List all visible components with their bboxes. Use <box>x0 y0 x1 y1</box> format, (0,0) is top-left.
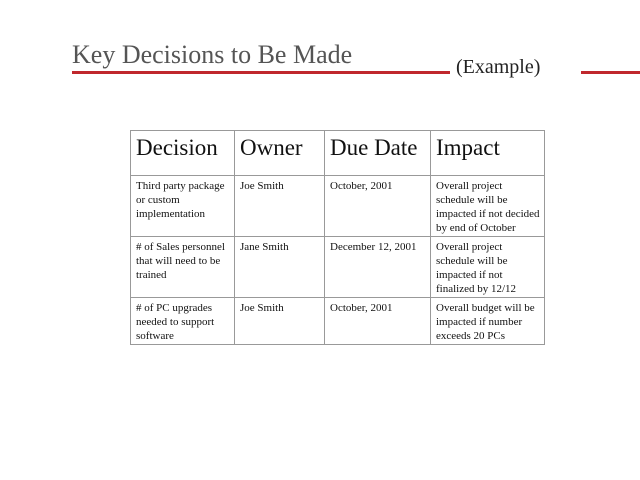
cell-impact: Overall project schedule will be impacted if not finalized by 12/12 <box>431 237 545 298</box>
cell-due-date: October, 2001 <box>325 176 431 237</box>
cell-decision: Third party package or custom implementation <box>131 176 235 237</box>
slide-subtitle: (Example) <box>456 56 541 78</box>
cell-decision: # of Sales personnel that will need to be trained <box>131 237 235 298</box>
header-due-date: Due Date <box>325 131 431 176</box>
table-header-row <box>131 131 545 176</box>
cell-owner: Joe Smith <box>235 298 325 345</box>
decisions-table <box>130 130 545 345</box>
header-owner: Owner <box>235 131 325 176</box>
title-underline-left <box>72 71 450 74</box>
table-row <box>131 237 545 298</box>
cell-decision: # of PC upgrades needed to support software <box>131 298 235 345</box>
cell-impact: Overall budget will be impacted if number exceeds 20 PCs <box>431 298 545 345</box>
cell-owner: Joe Smith <box>235 176 325 237</box>
header-decision: Decision <box>131 131 235 176</box>
cell-due-date: October, 2001 <box>325 298 431 345</box>
cell-due-date: December 12, 2001 <box>325 237 431 298</box>
table-row <box>131 298 545 345</box>
cell-impact: Overall project schedule will be impacted if not decided by end of October <box>431 176 545 237</box>
slide-title: Key Decisions to Be Made <box>72 40 353 69</box>
header-impact: Impact <box>431 131 545 176</box>
cell-owner: Jane Smith <box>235 237 325 298</box>
title-underline-right <box>581 71 640 74</box>
table-row <box>131 176 545 237</box>
